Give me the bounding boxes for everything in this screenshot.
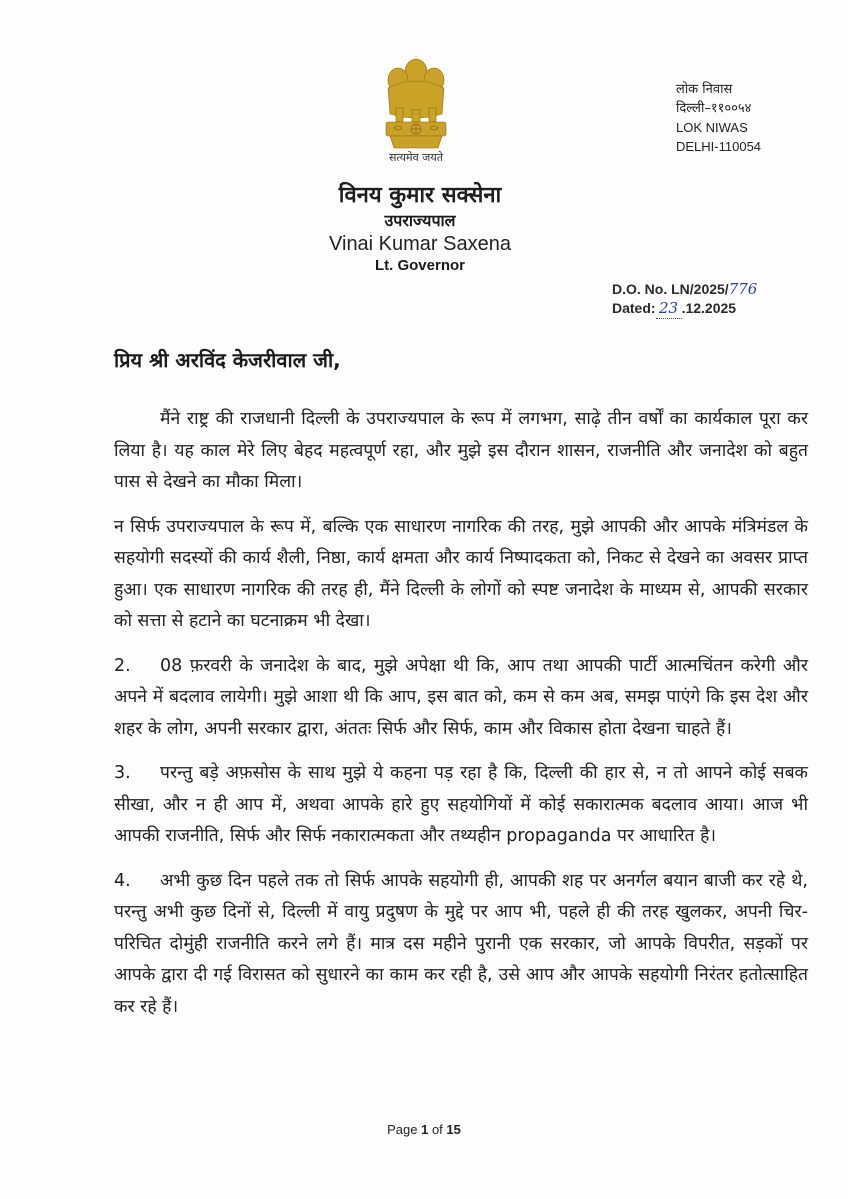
footer-page: 1 (421, 1122, 429, 1137)
footer-prefix: Page (387, 1122, 422, 1137)
sender-name-hi: विनय कुमार सक्सेना (338, 183, 502, 208)
do-number: 776 (728, 280, 758, 298)
paragraph-2: न सिर्फ उपराज्यपाल के रूप में, बल्कि एक साधारण नागरिक की तरह, मुझे आपकी और आपके मंत्रिमंडल के सहयोगी सदस्यों की कार्य शैली, निष्ठा, कार्य क्षमता और कार्य निष्पादकता को, निकट से देखने का अवसर प्राप्त हुआ। एक साधारण नागरिक की तरह ही, मैंने दिल्ली के लोगों को स्पष्ट जनादेश के माध्यम से, आपकी सरकार को सत्ता से हटाने का घटनाक्रम भी देखा। (114, 516, 808, 631)
paragraph-number: 2. (114, 655, 131, 676)
emblem-motto: सत्यमेव जयते (388, 151, 443, 164)
do-label: D.O. No. LN/2025/ (612, 281, 729, 297)
salutation: प्रिय श्री अरविंद केजरीवाल जी, (114, 348, 341, 372)
address-line-en-1: LOK NIWAS (676, 120, 748, 135)
page-footer (0, 1122, 848, 1137)
footer-of: of (428, 1122, 447, 1137)
address-block (676, 80, 816, 156)
paragraph-text: अभी कुछ दिन पहले तक तो सिर्फ आपके सहयोगी ही, आपकी शह पर अनर्गल बयान बाजी कर रहे थे, परन्तु अभी कुछ दिनों से, दिल्ली में वायु प्रदुषण के मुद्दे पर आप भी, पहले ही की तरह खुलकर, अपनी चिर-परिचित दोमुंही राजनीति करने लगे हैं। मात्र दस महीने पुरानी एक सरकार, जो आपके विपरीत, सड़कों पर आपके द्वारा दी गई विरासत को सुधारने का काम कर रही है, उसे आप और आपके सहयोगी निरंतर हतोत्साहित कर रहे हैं। (114, 870, 808, 1017)
dated-day: 23 (656, 299, 682, 319)
ashoka-emblem-icon (376, 52, 456, 160)
footer-total: 15 (446, 1122, 461, 1137)
sender-designation-hi: उपराज्यपाल (384, 211, 456, 230)
sender-block (300, 182, 540, 276)
paragraph-text: 08 फ़रवरी के जनादेश के बाद, मुझे अपेक्षा थी कि, आप तथा आपकी पार्टी आत्मचिंतन करेगी और अपने में बदलाव लायेगी। मुझे आशा थी कि आप, इस बात को, कम से कम अब, समझ पाएंगे कि इस देश और शहर के लोग, अपनी सरकार द्वारा, अंततः सिर्फ और सिर्फ, काम और विकास होता देखना चाहते हैं। (114, 655, 808, 739)
dated-label: Dated: (612, 300, 656, 316)
paragraph-5 (114, 866, 808, 1024)
reference-block (612, 280, 822, 319)
paragraph-number: 3. (114, 763, 131, 783)
sender-designation-en: Lt. Governor (374, 257, 465, 274)
paragraph-text: परन्तु बड़े अफ़सोस के साथ मुझे ये कहना पड़ रहा है कि, दिल्ली की हार से, न तो आपने कोई सबक सीखा, और न ही आप में, अथवा आपके हारे हुए सहयोगियों में कोई सकारात्मक बदलाव आया। आज भी आपकी राजनीति, सिर्फ और सिर्फ नकारात्मकता और तथ्यहीन propaganda पर आधारित है। (114, 763, 808, 846)
sender-name-en: Vinai Kumar Saxena (329, 233, 511, 255)
paragraph-3 (114, 651, 808, 746)
address-line-hi-1: लोक निवास (676, 82, 733, 97)
paragraph-number: 4. (114, 870, 131, 891)
letter-body (114, 404, 808, 1036)
dated-line (612, 299, 822, 319)
do-number-line (612, 280, 822, 299)
paragraph-4 (114, 758, 808, 853)
address-line-hi-2: दिल्ली–११००५४ (676, 101, 752, 116)
address-line-en-2: DELHI-110054 (676, 139, 762, 154)
paragraph-1: मैंने राष्ट्र की राजधानी दिल्ली के उपराज्यपाल के रूप में लगभग, साढ़े तीन वर्षों का कार्यकाल पूरा कर लिया है। यह काल मेरे लिए बेहद महत्वपूर्ण रहा, और मुझे इस दौरान शासन, राजनीति और जनादेश को बहुत पास से देखने का मौका मिला। (114, 409, 808, 492)
dated-rest: .12.2025 (681, 300, 737, 316)
